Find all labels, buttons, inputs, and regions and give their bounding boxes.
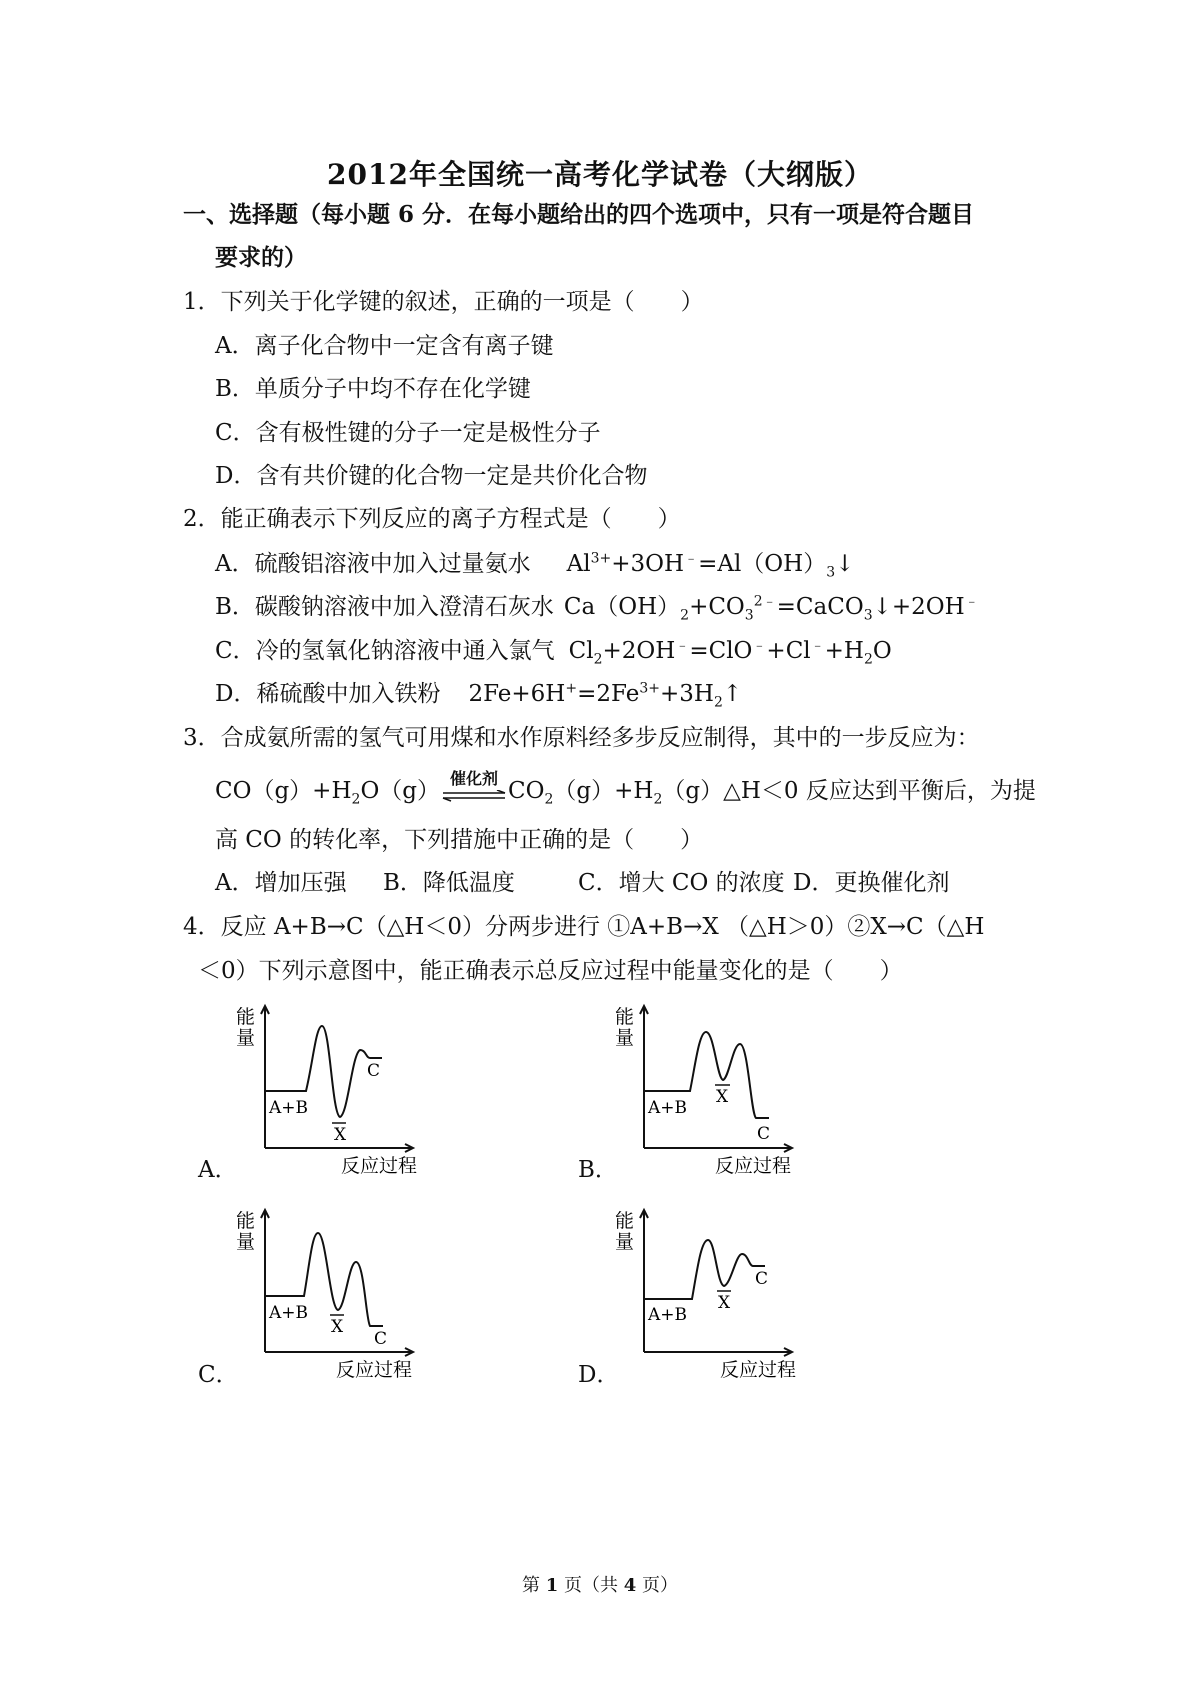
end-label: C [755,1269,769,1289]
y-axis-label-1: 能 [236,1006,256,1028]
question-4-line-2: ＜0）下列示意图中，能正确表示总反应过程中能量变化的是（ ） [198,958,903,984]
option-c-text: C．冷的氢氧化钠溶液中通入氯气 [215,638,555,664]
mid-label: X [718,1293,731,1313]
total-pages: 4 [623,1575,637,1596]
x-axis-label: 反应过程 [336,1359,413,1381]
end-label: C [374,1329,388,1349]
catalyst-label: 催化剂 [450,769,499,788]
question-2-option-a [215,549,854,579]
question-1-stem: 1．下列关于化学键的叙述，正确的一项是（ ） [183,289,704,315]
question-1-option-a: A．离子化合物中一定含有离子键 [215,333,554,359]
x-axis-label: 反应过程 [341,1155,418,1177]
question-2-stem: 2．能正确表示下列反应的离子方程式是（ ） [183,506,681,532]
option-d-equation: $2Fe+6H^+=2Fe^{3+}+3H_2↑$ [468,680,743,711]
y-axis-label-2: 量 [615,1231,635,1253]
mid-label: X [331,1317,344,1337]
section-heading-line-1: 一、选择题（每小题 6 分．在每小题给出的四个选项中，只有一项是符合题目 [183,201,975,228]
option-c-equation: $Cl_2+2OH^﹣=ClO^﹣+Cl^﹣+H_2O$ [568,637,892,668]
question-3-option-b: B．降低温度 [383,870,515,896]
exam-title: 2012年全国统一高考化学试卷（大纲版） [327,158,873,191]
question-2-option-b [215,592,979,622]
option-b-equation: $Ca(OH)_2+CO_3^{2﹣}=CaCO_3↓+2OH^﹣$ [563,593,979,624]
section-heading-line-2: 要求的） [215,244,307,271]
question-3-option-a: A．增加压强 [215,870,347,896]
y-axis-label-2: 量 [615,1027,635,1049]
question-3-line-3: 高 CO 的转化率，下列措施中正确的是（ ） [215,827,704,853]
question-2-option-d [215,679,742,709]
energy-diagram-a [228,1002,438,1182]
question-1-option-d: D．含有共价键的化合物一定是共价化合物 [215,463,648,489]
question-2-option-c [215,636,892,666]
mid-label: X [334,1125,347,1145]
question-3-stem: 3．合成氨所需的氢气可用煤和水作原料经多步反应制得，其中的一步反应为： [183,725,980,751]
diagram-c-option-label: C． [198,1362,239,1388]
start-label: A+B [648,1098,688,1118]
y-axis-label-1: 能 [615,1006,635,1028]
diagram-d-option-label: D． [578,1362,620,1388]
question-4-line-1: 4．反应 A+B→C（△H＜0）分两步进行 ①A+B→X （△H＞0）②X→C（△H [183,914,985,940]
energy-diagram-d [607,1206,817,1386]
equation-left: $CO(g)+H_2O(g)$ [215,778,441,808]
catalyst-equilibrium-arrow [441,769,507,806]
y-axis-label-2: 量 [236,1027,256,1049]
y-axis-label-1: 能 [615,1210,635,1232]
end-label: C [367,1061,381,1081]
diagram-a-option-label: A． [198,1157,238,1183]
x-axis-label: 反应过程 [720,1359,797,1381]
current-page: 1 [545,1575,559,1596]
option-b-text: B．碳酸钠溶液中加入澄清石灰水 [215,594,554,620]
option-a-equation: $Al^{3+}+3OH^﹣=Al(OH)_3↓$ [566,550,855,581]
energy-diagram-b [607,1002,817,1182]
question-1-option-b: B．单质分子中均不存在化学键 [215,376,531,402]
start-label: A+B [648,1305,688,1325]
equation-right: $CO_2(g)+H_2(g)\triangle H<0$ 反应达到平衡后，为提 [508,778,1036,808]
energy-diagram-c [228,1206,438,1386]
option-d-text: D．稀硫酸中加入铁粉 [215,681,441,707]
end-label: C [757,1124,771,1144]
start-label: A+B [269,1098,309,1118]
question-3-option-c: C．增大 CO 的浓度 [578,870,785,896]
equilibrium-arrow-icon [441,790,507,802]
mid-label: X [716,1087,729,1107]
x-axis-label: 反应过程 [715,1155,792,1177]
option-a-text: A．硫酸铝溶液中加入过量氨水 [215,551,531,577]
y-axis-label-1: 能 [236,1210,256,1232]
diagram-b-option-label: B． [578,1157,618,1183]
question-3-equation-line [215,769,1036,808]
question-1-option-c: C．含有极性键的分子一定是极性分子 [215,420,601,446]
y-axis-label-2: 量 [236,1231,256,1253]
page-footer: 第 1 页（共 4 页） [522,1575,678,1596]
question-3-option-d: D．更换催化剂 [793,870,950,896]
start-label: A+B [269,1303,309,1323]
energy-curve-d [644,1240,765,1299]
